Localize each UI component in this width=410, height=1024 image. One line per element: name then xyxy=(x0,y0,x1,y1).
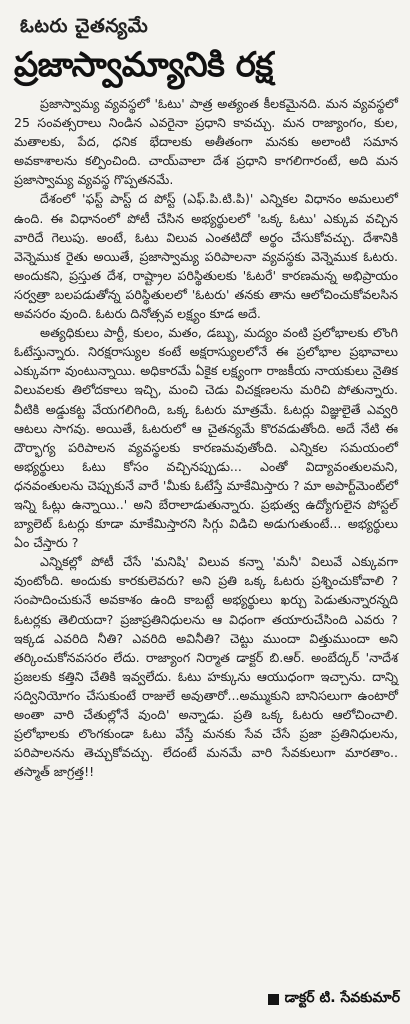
article-paragraph: ప్రజాస్వామ్య వ్యవస్థలో 'ఓటు' పాత్ర అత్యంత కీలకమైనది. మన వ్యవస్థలో 25 సంవత్సరాలు నిండిన ఎవరైనా ప్రధాని కావచ్చు. మన రాజ్యాంగం, కుల, మతాలకు, పేద, ధనిక భేదాలకు అతీతంగా మనకు అలాంటి సమాన అవకాశాలను కల్పించింది. చాయ్‌వాలా దేశ ప్రధాని కాగలిగారంటే, అది మన ప్రజాస్వామ్య వ్యవస్థ గొప్పతనమే. xyxy=(14,96,398,188)
byline-block xyxy=(268,990,400,1009)
article-paragraph: ఎన్నికల్లో పోటీ చేసే 'మనిషి' విలువ కన్నా 'మనీ' విలువే ఎక్కువగా వుంటోంది. అందుకు కారకులెవరు? అని ప్రతి ఒక్క ఓటరు ప్రశ్నించుకోవాలి ? సంపాదించుకునే అవకాశం ఉంది కాబట్టే అభ్యర్థులు ఖర్చు పెడుతున్నారన్నది ఓటర్లకు తెలియదా? ప్రజాప్రతినిధులను ఆ విధంగా తయారుచేసింది ఎవరు ? ఇక్కడ ఎవరిది నీతి? ఎవరిది అవినీతి? చెట్టు ముందా విత్తుముందా అని తర్కించుకోనవసరం లేదు. రాజ్యాంగ నిర్మాత డాక్టర్ బి.ఆర్. అంబేద్కర్ 'నాదేశ ప్రజలకు కత్తిని చేతికి ఇవ్వలేదు. ఓటు హక్కును ఆయుధంగా ఇచ్చాను. దాన్ని సద్వినియోగం చేసుకుంటే రాజులే అవుతారో...అమ్ముకుని బానిసలుగా ఉంటారో అంతా వారి చేతుల్లోనే వుంది' అన్నాడు. ప్రతి ఒక్క ఓటరు ఆలోచించాలి. ప్రలోభాలకు లొంగకుండా ఓటు వేస్తే మనకు సేవ చేసే ప్రజా ప్రతినిధులను, పరిపాలనను తెచ్చుకోవచ్చు. లేదంటే మనమే వారి సేవకులుగా మారతాం.. తస్మాత్ జాగ్రత్త!! xyxy=(14,554,398,780)
square-bullet-icon xyxy=(268,994,279,1005)
article-paragraph: అత్యధికులు పార్టీ, కులం, మతం, డబ్బు, మద్యం వంటి ప్రలోభాలకు లొంగి ఓటేస్తున్నారు. నిరక్షరాస్యుల కంటే అక్షరాస్యులలోనే ఈ ప్రలోభాల ప్రభావాలు ఎక్కువగా వుంటున్నాయి. అధికారమే ఏకైక లక్ష్యంగా రాజకీయ నాయకులు నైతిక విలువలకు తిలోదకాలు ఇచ్చి, మంచి చెడు విచక్షణలను మరిచి పోతున్నారు. వీటికి అడ్డుకట్ట వేయగలిగింది, ఒక్క ఓటరు మాత్రమే. ఓటర్లు విజ్ఞులైతే ఎవ్వరి ఆటలు సాగవు. అయితే, ఓటరులో ఆ చైతన్యమే కొరవడుతోంది. అదే నేటి ఈ దౌర్భాగ్య పరిపాలన వ్యవస్థలకు కారణమవుతోంది. ఎన్నికల సమయంలో అభ్యర్థులు ఓటు కోసం వచ్చినప్పుడు... ఎంతో విద్యావంతులమని, ధనవంతులను చెప్పుకునే వారే 'మీకు ఓటేస్తే మాకేమిస్తారు ? మా అపార్ట్‌మెంట్‌లో ఇన్ని ఓట్లు ఉన్నాయి..' అని బేరాలాడుతున్నారు. ప్రభుత్వ ఉద్యోగులైన పోస్టల్ బ్యాలెట్ ఓటర్లు కూడా మాకేమిస్తారని సిగ్గు విడిచి అడుగుతుంటే... అభ్యర్థులు ఏం చేస్తారు ? xyxy=(14,325,398,551)
author-byline: డాక్టర్ టి. సేవకుమార్ xyxy=(284,990,400,1006)
article-body xyxy=(14,94,398,781)
article-headline: ప్రజాస్వామ్యానికి రక్ష xyxy=(14,45,273,85)
article-kicker: ఓటరు చైతన్యమే xyxy=(20,15,149,37)
article-paragraph: దేశంలో 'ఫస్ట్ పాస్ట్ ద పోస్ట్ (ఎఫ్.పి.టి.పి)' ఎన్నికల విధానం అమలులో ఉంది. ఈ విధానంలో పోటీ చేసిన అభ్యర్థులలో 'ఒక్క ఓటు' ఎక్కువ వచ్చిన వారిదే గెలుపు. అంటే, ఓటు విలువ ఎంతటిదో అర్థం చేసుకోవచ్చు. దేశానికి వెన్నెముక రైతు అయితే, ప్రజాస్వామ్య పరిపాలనా వ్యవస్థకు వెన్నెముక ఓటరు. అందుకని, ప్రస్తుత దేశ, రాష్ట్రాల పరిస్థితులకు 'ఓటరే' కారణమన్న అభిప్రాయం సర్వత్రా బలపడుతోన్న పరిస్థితులలో 'ఓటరు' తనకు తాను ఆలోచించుకోవలసిన అవసరం వుంది. ఓటరు దినోత్సవ లక్ష్యం కూడ అదే. xyxy=(14,191,398,322)
